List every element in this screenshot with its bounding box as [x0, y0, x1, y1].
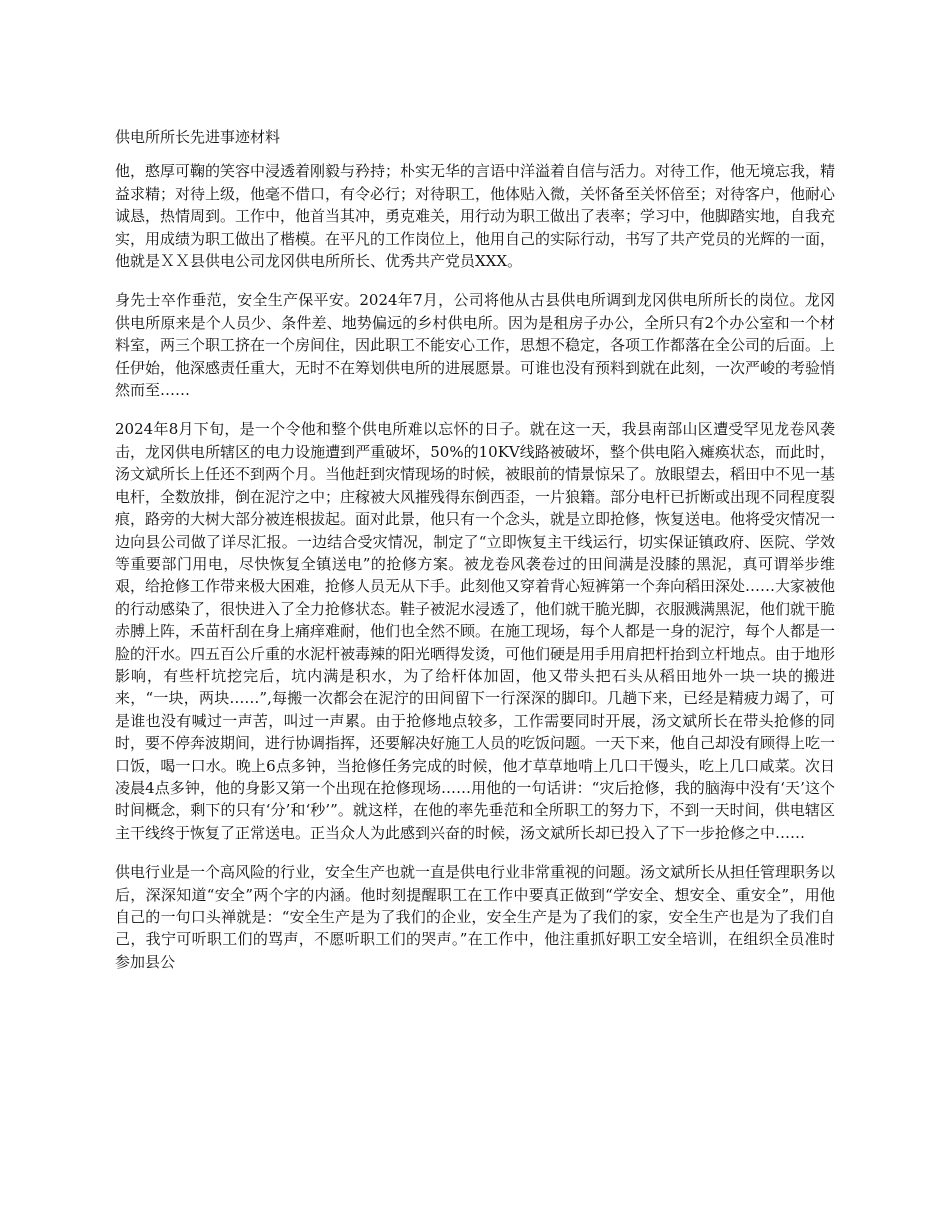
document-page — [115, 126, 835, 990]
paragraph-safety: 供电行业是一个高风险的行业，安全生产也就一直是供电行业非常重视的问题。汤文斌所长从担任管理职务以后，深深知道“安全”两个字的内涵。他时刻提醒职工在工作中要真正做到“学安全、想安全、重安全”，用他自己的一句口头禅就是：“安全生产是为了我们的企业，安全生产是为了我们的家，安全生产也是为了我们自己，我宁可听职工们的骂声，不愿听职工们的哭声。”在工作中，他注重抓好职工安全培训，在组织全员准时参加县公 — [115, 863, 836, 971]
document-title: 供电所所长先进事迹材料 — [115, 128, 281, 146]
paragraph-intro: 他，憨厚可鞠的笑容中浸透着刚毅与矜持；朴实无华的言语中洋溢着自信与活力。对待工作，他无境忘我，精益求精；对待上级，他毫不借口，有令必行；对待职工，他体贴入微，关怀备至关怀倍至；对待客户，他耐心诚恳，热情周到。工作中，他首当其冲，勇克难关，用行动为职工做出了表率；学习中，他脚踏实地，自我充实，用成绩为职工做出了楷模。在平凡的工作岗位上，他用自己的实际行动，书写了共产党员的光辉的一面，他就是ＸＸ县供电公司龙冈供电所所长、优秀共产党员XXX。 — [115, 162, 836, 271]
paragraph-disaster-repair: 2024年8月下旬，是一个令他和整个供电所难以忘怀的日子。就在这一天，我县南部山区遭受罕见龙卷风袭击，龙冈供电所辖区的电力设施遭到严重破坏，50%的10KV线路被破坏，整个供电陷入瘫痪状态，而此时，汤文斌所长上任还不到两个月。当他赶到灾情现场的时候，被眼前的情景惊呆了。放眼望去，稻田中不见一基电杆，全数放排，倒在泥泞之中；庄稼被大风摧残得东倒西歪，一片狼籍。部分电杆已折断或出现不同程度裂痕，路旁的大树大部分被连根拔起。面对此景，他只有一个念头，就是立即抢修，恢复送电。他将受灾情况一边向县公司做了详尽汇报。一边结合受灾情况，制定了“立即恢复主干线运行，切实保证镇政府、医院、学效等重要部门用电，尽快恢复全镇送电”的抢修方案。被龙卷风袭卷过的田间满是没膝的黑泥，真可谓举步维艰，给抢修工作带来极大困难，抢修人员无从下手。此刻他又穿着背心短裤第一个奔向稻田深处……大家被他的行动感染了，很快进入了全力抢修状态。鞋子被泥水浸透了，他们就干脆光脚，衣服溅满黑泥，他们就干脆赤膊上阵，禾苗杆刮在身上痛痒难耐，他们也全然不顾。在施工现场，每个人都是一身的泥泞，每个人都是一脸的汗水。四五百公斤重的水泥杆被毒辣的阳光晒得发烫，可他们硬是用手用肩把杆抬到立杆地点。由于地形影响，有些杆坑挖完后，坑内满是积水，为了给杆体加固，他又带头把石头从稻田地外一块一块的搬进来，“一块，两块……”,每搬一次都会在泥泞的田间留下一行深深的脚印。几趟下来，已经是精疲力竭了，可是谁也没有喊过一声苦，叫过一声累。由于抢修地点较多，工作需要同时开展，汤文斌所长在带头抢修的同时，要不停奔波期间，进行协调指挥，还要解决好施工人员的吃饭问题。一天下来，他自己却没有顾得上吃一口饭，喝一口水。晚上6点多钟，当抢修任务完成的时候，他才草草地啃上几口干馒头，吃上几口咸菜。次日凌晨4点多钟，他的身影又第一个出现在抢修现场……用他的一句话讲：“灾后抢修，我的脑海中没有‘天’这个时间概念，剩下的只有‘分’和‘秒’”。就这样，在他的率先垂范和全所职工的努力下，不到一天时间，供电辖区主干线终于恢复了正常送电。正当众人为此感到兴奋的时候，汤文斌所长却已投入了下一步抢修之中…… — [115, 420, 836, 842]
paragraph-appointment: 身先士卒作垂范，安全生产保平安。2024年7月，公司将他从古县供电所调到龙冈供电所所长的岗位。龙冈供电所原来是个人员少、条件差、地势偏远的乡村供电所。因为是租房子办公，全所只有2个办公室和一个材料室，两三个职工挤在一个房间住，因此职工不能安心工作，思想不稳定，各项工作都落在全公司的后面。上任伊始，他深感责任重大，无时不在筹划供电所的进展愿景。可谁也没有预料到就在此刻，一次严峻的考验悄然而至…… — [115, 291, 836, 400]
